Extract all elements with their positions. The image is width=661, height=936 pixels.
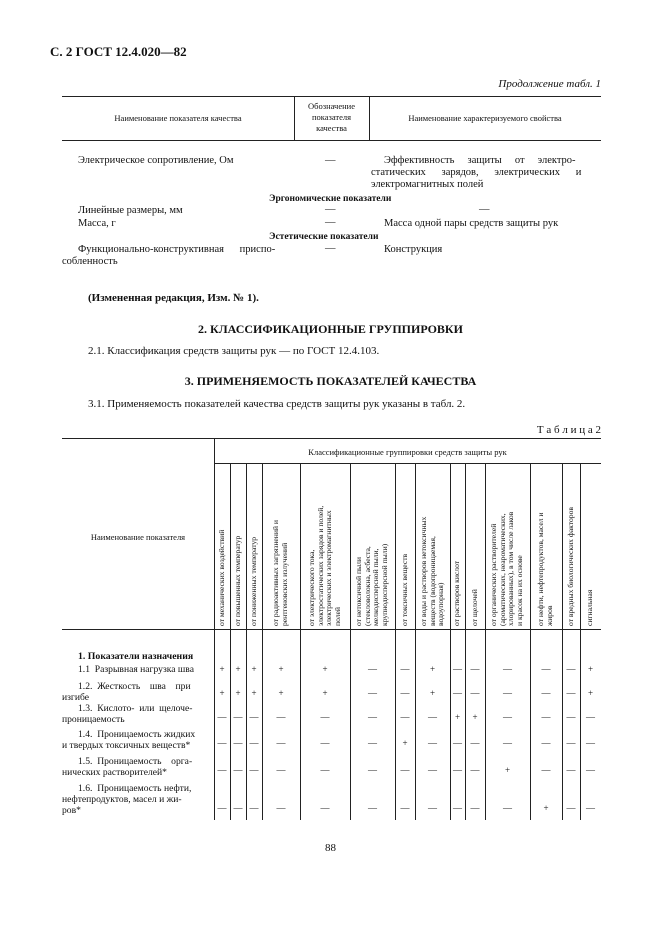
t2-cell: —	[276, 712, 286, 722]
t2-column-header-3: от пониженных температур	[248, 536, 258, 626]
t1-row-func-desc: Конструкция	[384, 244, 443, 255]
t2-column-divider	[395, 463, 396, 820]
t2-cell: —	[400, 712, 410, 722]
t2-cell: +	[251, 688, 257, 698]
t2-cell: —	[566, 765, 576, 775]
t2-column-header-5: от электрического тока, электростатических зарядов и полей, электрических и электромагнитных полей	[306, 505, 342, 626]
t2-row-label: 1.1 Разрывная нагрузка шва	[78, 664, 194, 675]
t1-subheader-aesthetic: Эстетические показатели	[269, 232, 379, 242]
t2-cell: —	[400, 664, 410, 674]
t2-cell: —	[276, 765, 286, 775]
t2-cell: —	[249, 712, 259, 722]
t2-cell: +	[504, 765, 511, 775]
t2-cell: —	[586, 712, 595, 722]
t2-cell: —	[453, 664, 462, 674]
t1-subheader-ergonomic: Эргономические показатели	[269, 194, 392, 204]
t2-row-label: нефтепродуктов, масел и жи-	[62, 794, 182, 805]
t2-cell: —	[541, 765, 551, 775]
t2-cell: —	[503, 688, 512, 698]
t2-cell: —	[368, 765, 377, 775]
t2-cell: +	[322, 688, 328, 698]
t2-cell: +	[235, 688, 241, 698]
t2-cell: +	[429, 664, 436, 674]
t2-cell: —	[233, 712, 243, 722]
t2-row-label: 1.5. Проницаемость орга-	[78, 756, 193, 767]
t2-column-divider	[300, 463, 301, 820]
t2-column-header-11: от органических растворителей (ароматических, неароматических, хлорированных), в том числе лаков и красок на их основе	[489, 511, 525, 626]
table-2-label: Т а б л и ц а 2	[536, 424, 601, 436]
page-header: С. 2 ГОСТ 12.4.020—82	[50, 44, 187, 59]
t2-row-label: 1.4. Проницаемость жидких	[78, 729, 196, 740]
t2-row-label: ров*	[62, 805, 81, 816]
t2-column-divider	[262, 463, 263, 820]
t1-row-elec-desc3: электромагнитных полей	[371, 179, 484, 190]
t2-column-header-14: сигнальная	[585, 589, 595, 626]
t2-cell: —	[249, 803, 259, 813]
t2-cell: —	[276, 803, 286, 813]
t2-cell: —	[400, 688, 410, 698]
t2-cell: —	[368, 664, 377, 674]
t1-header-name: Наименование показателя качества	[114, 113, 242, 123]
t2-column-header-7: от токсичных веществ	[399, 553, 409, 626]
t2-cell: +	[429, 688, 436, 698]
t2-column-header-6: от нетоксичной пыли (стекловолокна, асбеста, мелкодисперсной пыли, крупнодисперсной пыли)	[354, 543, 390, 626]
t2-cell: +	[322, 664, 328, 674]
t2-column-divider	[562, 463, 563, 820]
t2-cell: —	[586, 738, 595, 748]
t1-header-symbol: Обозначение показателя качества	[308, 101, 355, 133]
t2-cell: +	[587, 688, 594, 698]
t2-cell: —	[503, 738, 512, 748]
t1-row-elec-desc1: Эффективность защиты от электро-	[384, 155, 576, 166]
t2-cell: —	[470, 803, 480, 813]
t2-cell: +	[219, 664, 225, 674]
t2-cell: —	[428, 738, 437, 748]
t2-name-header: Наименование показателя	[90, 532, 186, 542]
t1-row-mass-desc: Масса одной пары средств защиты рук	[384, 218, 559, 229]
t2-column-header-13: от вредных биологических факторов	[565, 507, 575, 626]
t2-group-header: Классификационные группировки средств защиты рук	[308, 447, 507, 457]
t2-cell: —	[233, 803, 243, 813]
section-3-title: 3. ПРИМЕНЯЕМОСТЬ ПОКАЗАТЕЛЕЙ КАЧЕСТВА	[184, 374, 477, 388]
t2-column-header-8: от воды и растворов нетоксичных веществ (водопроницаемая, водоупорная)	[418, 516, 445, 626]
t2-cell: —	[400, 803, 410, 813]
t2-cell: —	[368, 738, 377, 748]
t2-cell: +	[278, 688, 284, 698]
t2-cell: —	[233, 738, 243, 748]
t2-column-divider	[580, 463, 581, 820]
t2-cell: +	[472, 712, 478, 722]
t1-row-elec-desc2: статических зарядов, электрических и	[371, 167, 582, 178]
t2-cell: —	[320, 738, 330, 748]
t1-row-mass-symbol: —	[325, 217, 336, 228]
t2-cell: —	[503, 712, 512, 722]
t2-cell: +	[219, 688, 225, 698]
t2-cell: +	[278, 664, 284, 674]
t1-row-elec-symbol: —	[325, 155, 336, 166]
t2-cell: —	[249, 738, 259, 748]
t1-row-func-name2: собленность	[62, 256, 118, 267]
t1-row-func-name1: Функционально-конструктивная приспо-	[78, 244, 276, 255]
t2-cell: +	[402, 738, 408, 748]
t2-row-label: 1.2. Жесткость шва при	[78, 681, 191, 692]
t2-cell: —	[428, 712, 437, 722]
t2-cell: —	[541, 664, 551, 674]
t2-column-divider	[485, 463, 486, 820]
t2-cell: —	[541, 688, 551, 698]
section-2-text: 2.1. Классификация средств защиты рук — по ГОСТ 12.4.103.	[88, 345, 380, 357]
t2-cell: —	[470, 765, 480, 775]
t2-column-header-4: от радиоактивных загрязнений и рентгеновских излучений	[271, 520, 289, 626]
t2-cell: —	[453, 688, 462, 698]
t2-cell: +	[251, 664, 257, 674]
t2-row-label: нических растворителей*	[62, 767, 167, 778]
t2-cell: —	[368, 712, 377, 722]
t2-cell: —	[428, 765, 437, 775]
t2-section-title: 1. Показатели назначения	[78, 651, 194, 662]
t2-cell: —	[249, 765, 259, 775]
t2-column-divider	[530, 463, 531, 820]
t2-cell: —	[453, 738, 462, 748]
section-3-text: 3.1. Применяемость показателей качества средств защиты рук указаны в табл. 2.	[88, 398, 466, 410]
t2-cell: —	[566, 803, 576, 813]
t2-cell: —	[400, 765, 410, 775]
t2-column-header-9: от растворов кислот	[452, 560, 462, 626]
t2-cell: —	[320, 803, 330, 813]
t2-cell: —	[453, 765, 462, 775]
t2-cell: —	[217, 712, 227, 722]
t1-header-property: Наименование характеризуемого свойства	[408, 113, 562, 123]
t2-cell: —	[566, 688, 576, 698]
t1-row-func-symbol: —	[325, 243, 336, 254]
t2-row-label: и твердых токсичных веществ*	[62, 740, 191, 751]
t2-cell: —	[541, 712, 551, 722]
t1-row-lin-symbol: —	[325, 204, 336, 215]
t2-cell: —	[566, 712, 576, 722]
t2-column-header-2: от повышенных температур	[232, 535, 242, 626]
page-number: 88	[325, 842, 336, 854]
t2-column-header-12: от нефти, нефтепродуктов, масел и жиров	[536, 512, 554, 626]
t2-cell: —	[428, 803, 437, 813]
t2-cell: —	[470, 688, 480, 698]
t2-cell: —	[368, 803, 377, 813]
t2-cell: +	[235, 664, 241, 674]
t2-cell: —	[541, 738, 551, 748]
t2-cell: —	[470, 738, 480, 748]
t2-cell: —	[217, 738, 227, 748]
t2-cell: —	[320, 712, 330, 722]
t1-row-lin-name: Линейные размеры, мм	[78, 205, 183, 216]
t2-column-divider	[465, 463, 466, 820]
t2-cell: —	[217, 765, 227, 775]
t2-cell: —	[566, 664, 576, 674]
t2-cell: —	[368, 688, 377, 698]
t2-row-label: изгибе	[62, 692, 90, 703]
t2-cell: —	[470, 664, 480, 674]
t2-cell: —	[566, 738, 576, 748]
t2-cell: —	[276, 738, 286, 748]
t2-column-header-10: от щелочей	[469, 589, 479, 626]
t1-row-lin-desc: —	[479, 204, 490, 215]
t2-cell: +	[454, 712, 461, 722]
t2-row-label: 1.3. Кислото- или щелоче-	[78, 703, 193, 714]
t2-cell: —	[453, 803, 462, 813]
t2-cell: —	[320, 765, 330, 775]
t2-cell: —	[503, 803, 512, 813]
t1-row-elec-name: Электрическое сопротивление, Ом	[78, 155, 234, 166]
t2-cell: +	[587, 664, 594, 674]
t2-row-label: 1.6. Проницаемость нефти,	[78, 783, 192, 794]
section-2-title: 2. КЛАССИФИКАЦИОННЫЕ ГРУППИРОВКИ	[198, 322, 463, 336]
t2-column-divider	[350, 463, 351, 820]
t2-cell: +	[543, 803, 549, 813]
table-continuation-label: Продолжение табл. 1	[498, 78, 601, 90]
amendment-note: (Измененная редакция, Изм. № 1).	[88, 292, 259, 304]
t2-row-label: проницаемость	[62, 714, 125, 725]
t2-cell: —	[233, 765, 243, 775]
t2-cell: —	[586, 765, 595, 775]
t2-cell: —	[503, 664, 512, 674]
t1-row-mass-name: Масса, г	[78, 218, 116, 229]
t2-cell: —	[217, 803, 227, 813]
t2-column-header-1: от механических воздействий	[216, 529, 226, 626]
t2-cell: —	[586, 803, 595, 813]
t2-column-divider	[415, 463, 416, 820]
